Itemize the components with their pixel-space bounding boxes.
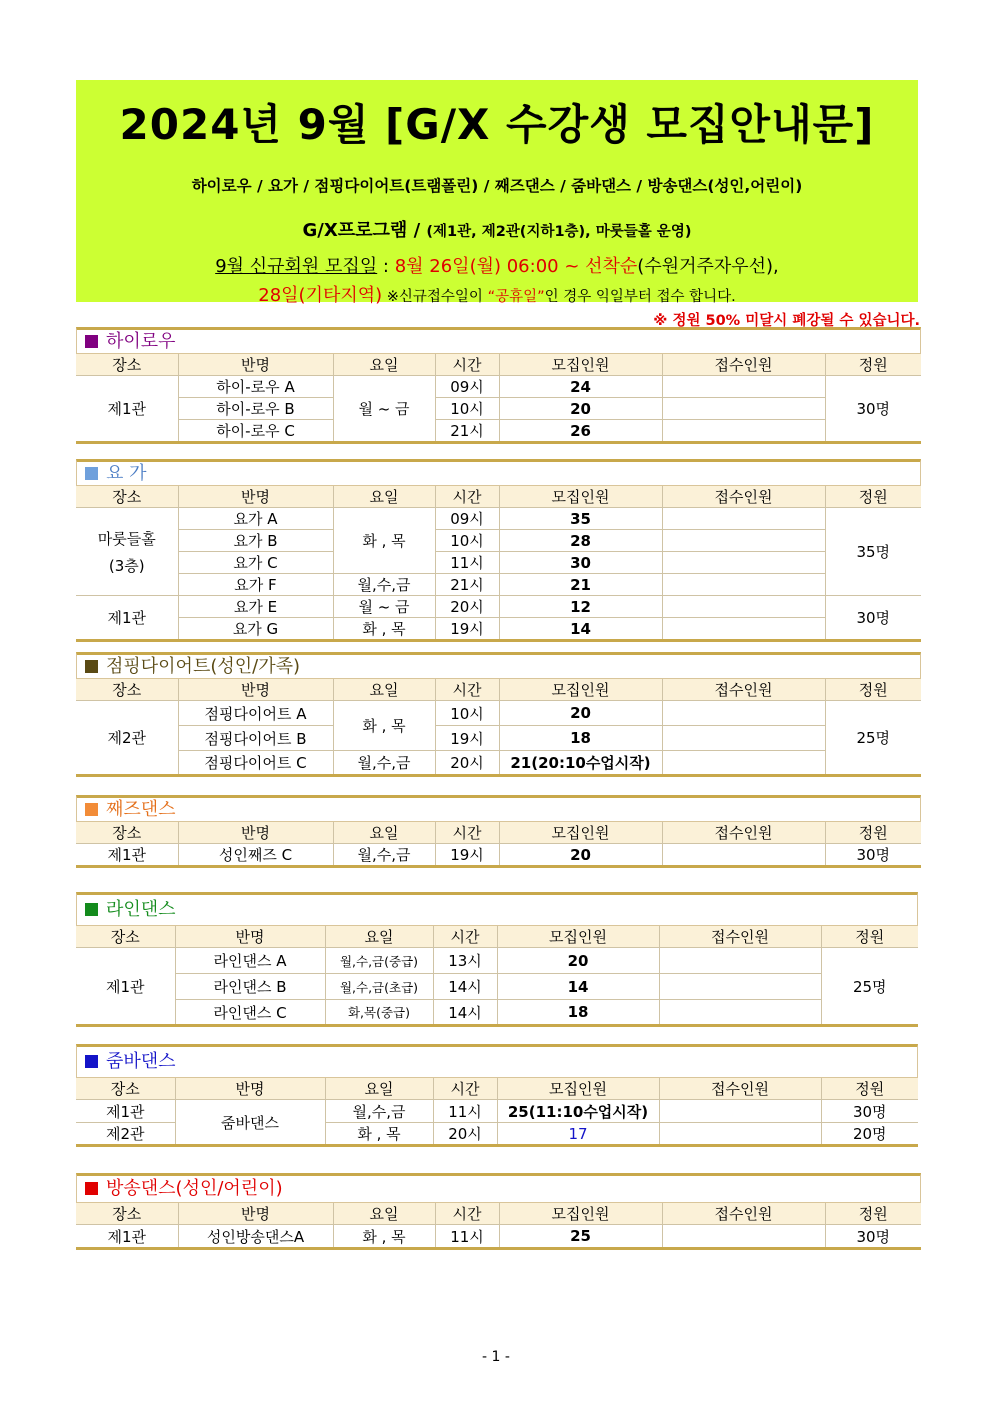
class-name-cell: 점핑다이어트 A bbox=[178, 701, 333, 726]
capacity-cell: 20명 bbox=[821, 1123, 918, 1146]
program-label: G/X프로그램 / bbox=[302, 220, 427, 241]
class-name-cell: 요가 E bbox=[178, 596, 333, 618]
registered-cell bbox=[659, 1123, 821, 1146]
section-header bbox=[76, 1173, 921, 1203]
table-header-row bbox=[76, 926, 918, 948]
count-cell: 20 bbox=[499, 701, 662, 726]
col-header: 정원 bbox=[825, 822, 921, 844]
col-header: 모집인원 bbox=[497, 1078, 659, 1100]
time-cell: 11시 bbox=[435, 552, 499, 574]
time-cell: 21시 bbox=[435, 574, 499, 596]
col-header: 모집인원 bbox=[499, 486, 662, 508]
class-table bbox=[76, 822, 921, 868]
col-header: 요일 bbox=[333, 822, 435, 844]
count-cell: 12 bbox=[499, 596, 662, 618]
time-cell: 14시 bbox=[433, 974, 497, 1000]
col-header: 정원 bbox=[825, 486, 921, 508]
section-yoga bbox=[76, 459, 921, 642]
col-header: 정원 bbox=[825, 354, 921, 376]
col-header: 정원 bbox=[821, 926, 918, 948]
recruit-line bbox=[76, 252, 918, 278]
class-table bbox=[76, 1203, 921, 1250]
section-jazz bbox=[76, 795, 921, 868]
days-cell: 화,목(중급) bbox=[325, 1000, 433, 1026]
registered-cell bbox=[662, 751, 825, 776]
capacity-cell: 30명 bbox=[825, 596, 921, 641]
count-cell: 30 bbox=[499, 552, 662, 574]
col-header: 접수인원 bbox=[659, 926, 821, 948]
col-header: 장소 bbox=[76, 822, 178, 844]
section-title: 요 가 bbox=[106, 463, 147, 484]
class-name-cell: 라인댄스 B bbox=[175, 974, 325, 1000]
recruit-date: 8월 26일(월) 06:00 ~ 선착순 bbox=[394, 256, 638, 277]
table-row bbox=[76, 420, 921, 443]
col-header: 시간 bbox=[433, 1078, 497, 1100]
col-header: 시간 bbox=[435, 679, 499, 701]
table-row bbox=[76, 552, 921, 574]
time-cell: 10시 bbox=[435, 530, 499, 552]
col-header: 요일 bbox=[325, 926, 433, 948]
table-header-row bbox=[76, 354, 921, 376]
table-header-row bbox=[76, 822, 921, 844]
col-header: 모집인원 bbox=[499, 679, 662, 701]
registered-cell bbox=[659, 974, 821, 1000]
blue-square-icon bbox=[85, 467, 98, 480]
table-header-row bbox=[76, 1078, 918, 1100]
class-name-cell: 하이-로우 B bbox=[178, 398, 333, 420]
table-header-row bbox=[76, 679, 921, 701]
program-list: 하이로우 / 요가 / 점핑다이어트(트램폴린) / 째즈댄스 / 줌바댄스 / 방송댄스(성인,어린이) bbox=[191, 177, 803, 195]
time-cell: 10시 bbox=[435, 398, 499, 420]
count-cell: 17 bbox=[497, 1123, 659, 1146]
class-name-cell: 성인째즈 C bbox=[178, 844, 333, 867]
days-cell: 화 , 목 bbox=[333, 1225, 435, 1249]
col-header: 정원 bbox=[821, 1078, 918, 1100]
capacity-cell: 30명 bbox=[825, 376, 921, 443]
time-cell: 20시 bbox=[435, 596, 499, 618]
place-cell: 제1관 bbox=[76, 844, 178, 867]
place-line: (3층) bbox=[108, 556, 145, 575]
warning-note: ※ 정원 50% 미달시 폐강될 수 있습니다. bbox=[653, 313, 920, 329]
orange-square-icon bbox=[85, 803, 98, 816]
count-cell: 25 bbox=[499, 1225, 662, 1249]
table-row bbox=[76, 376, 921, 398]
col-header: 요일 bbox=[325, 1078, 433, 1100]
table-row bbox=[76, 974, 918, 1000]
col-header: 모집인원 bbox=[497, 926, 659, 948]
recruit-date-2: 28일(기타지역) bbox=[258, 285, 383, 306]
days-cell: 월,수,금 bbox=[333, 844, 435, 867]
section-title: 줌바댄스 bbox=[106, 1051, 176, 1072]
recruit-note-a: ※신규접수일이 bbox=[382, 289, 488, 305]
col-header: 장소 bbox=[76, 926, 175, 948]
count-cell: 21 bbox=[499, 574, 662, 596]
registered-cell bbox=[662, 618, 825, 641]
col-header: 접수인원 bbox=[659, 1078, 821, 1100]
section-header bbox=[76, 459, 921, 486]
recruit-note-holiday: “공휴일” bbox=[487, 289, 545, 305]
time-cell: 20시 bbox=[433, 1123, 497, 1146]
col-header: 요일 bbox=[333, 679, 435, 701]
section-header bbox=[76, 327, 921, 354]
col-header: 반명 bbox=[178, 354, 333, 376]
place-cell: 제1관 bbox=[76, 1100, 175, 1123]
time-cell: 11시 bbox=[433, 1100, 497, 1123]
registered-cell bbox=[659, 1100, 821, 1123]
program-line bbox=[76, 216, 918, 242]
col-header: 시간 bbox=[433, 926, 497, 948]
table-row bbox=[76, 508, 921, 530]
capacity-cell: 30명 bbox=[821, 1100, 918, 1123]
col-header: 요일 bbox=[333, 486, 435, 508]
place-cell: 제2관 bbox=[76, 701, 178, 776]
table-row bbox=[76, 844, 921, 867]
col-header: 장소 bbox=[76, 1078, 175, 1100]
place-line: 마룻들홀 bbox=[97, 529, 156, 548]
table-row bbox=[76, 1000, 918, 1026]
days-cell: 월,수,금 bbox=[333, 574, 435, 596]
recruit-sep: : bbox=[377, 256, 395, 277]
days-cell: 화 , 목 bbox=[333, 508, 435, 574]
place-cell bbox=[76, 508, 178, 596]
program-note: (제1관, 제2관(지하1층), 마룻들홀 운영) bbox=[426, 224, 692, 240]
section-highlow bbox=[76, 327, 921, 444]
col-header: 접수인원 bbox=[662, 486, 825, 508]
col-header: 접수인원 bbox=[662, 1203, 825, 1225]
registered-cell bbox=[662, 420, 825, 443]
class-table bbox=[76, 486, 921, 642]
capacity-cell: 30명 bbox=[825, 1225, 921, 1249]
table-row bbox=[76, 596, 921, 618]
count-cell: 28 bbox=[499, 530, 662, 552]
section-zumba bbox=[76, 1044, 918, 1147]
section-kpop-dance bbox=[76, 1173, 921, 1250]
class-name-cell: 점핑다이어트 C bbox=[178, 751, 333, 776]
page-number: - 1 - bbox=[482, 1349, 510, 1365]
time-cell: 13시 bbox=[433, 948, 497, 974]
col-header: 정원 bbox=[825, 1203, 921, 1225]
col-header: 모집인원 bbox=[499, 1203, 662, 1225]
place-cell: 제2관 bbox=[76, 1123, 175, 1146]
registered-cell bbox=[662, 508, 825, 530]
time-cell: 19시 bbox=[435, 726, 499, 751]
class-name-cell: 하이-로우 C bbox=[178, 420, 333, 443]
count-cell: 14 bbox=[499, 618, 662, 641]
col-header: 접수인원 bbox=[662, 822, 825, 844]
col-header: 반명 bbox=[175, 926, 325, 948]
table-row bbox=[76, 726, 921, 751]
registered-cell bbox=[662, 726, 825, 751]
recruit-line-2 bbox=[76, 281, 918, 307]
col-header: 장소 bbox=[76, 679, 178, 701]
section-line-dance bbox=[76, 892, 918, 1027]
col-header: 시간 bbox=[435, 822, 499, 844]
class-table bbox=[76, 926, 918, 1027]
section-title: 째즈댄스 bbox=[106, 799, 176, 820]
col-header: 요일 bbox=[333, 354, 435, 376]
table-row bbox=[76, 1100, 918, 1123]
days-cell: 월,수,금 bbox=[325, 1100, 433, 1123]
class-table bbox=[76, 1078, 918, 1147]
col-header: 시간 bbox=[435, 486, 499, 508]
days-cell: 월,수,금(중급) bbox=[325, 948, 433, 974]
col-header: 정원 bbox=[825, 679, 921, 701]
col-header: 요일 bbox=[333, 1203, 435, 1225]
col-header: 장소 bbox=[76, 1203, 178, 1225]
days-cell: 화 , 목 bbox=[325, 1123, 433, 1146]
time-cell: 14시 bbox=[433, 1000, 497, 1026]
class-name-cell: 요가 A bbox=[178, 508, 333, 530]
section-header bbox=[76, 1044, 918, 1078]
table-row bbox=[76, 1225, 921, 1249]
capacity-cell: 25명 bbox=[825, 701, 921, 776]
page-title: 2024년 9월 [G/X 수강생 모집안내문] bbox=[119, 100, 875, 149]
table-row bbox=[76, 574, 921, 596]
days-cell: 월,수,금 bbox=[333, 751, 435, 776]
col-header: 접수인원 bbox=[662, 354, 825, 376]
registered-cell bbox=[662, 701, 825, 726]
time-cell: 19시 bbox=[435, 618, 499, 641]
col-header: 반명 bbox=[178, 486, 333, 508]
col-header: 시간 bbox=[435, 354, 499, 376]
table-row bbox=[76, 701, 921, 726]
count-cell: 21(20:10수업시작) bbox=[499, 751, 662, 776]
brown-square-icon bbox=[85, 660, 98, 673]
registered-cell bbox=[662, 596, 825, 618]
time-cell: 20시 bbox=[435, 751, 499, 776]
col-header: 반명 bbox=[178, 679, 333, 701]
place-cell: 제1관 bbox=[76, 376, 178, 443]
table-header-row bbox=[76, 1203, 921, 1225]
registered-cell bbox=[662, 398, 825, 420]
class-name-cell: 성인방송댄스A bbox=[178, 1225, 333, 1249]
time-cell: 11시 bbox=[435, 1225, 499, 1249]
days-cell: 화 , 목 bbox=[333, 618, 435, 641]
class-table bbox=[76, 354, 921, 444]
days-cell: 월 ~ 금 bbox=[333, 596, 435, 618]
class-name-cell: 하이-로우 A bbox=[178, 376, 333, 398]
section-header bbox=[76, 795, 921, 822]
registered-cell bbox=[662, 574, 825, 596]
registered-cell bbox=[662, 530, 825, 552]
class-name-cell: 점핑다이어트 B bbox=[178, 726, 333, 751]
table-header-row bbox=[76, 486, 921, 508]
place-cell: 제1관 bbox=[76, 948, 175, 1026]
green-square-icon bbox=[85, 903, 98, 916]
count-cell: 18 bbox=[497, 1000, 659, 1026]
navy-square-icon bbox=[85, 1055, 98, 1068]
col-header: 장소 bbox=[76, 486, 178, 508]
registered-cell bbox=[662, 1225, 825, 1249]
recruit-label: 9월 신규회원 모집일 bbox=[215, 256, 378, 277]
col-header: 모집인원 bbox=[499, 822, 662, 844]
purple-square-icon bbox=[85, 335, 98, 348]
recruit-note-b: 인 경우 익일부터 접수 합니다. bbox=[544, 289, 736, 305]
place-cell: 제1관 bbox=[76, 1225, 178, 1249]
col-header: 장소 bbox=[76, 354, 178, 376]
registered-cell bbox=[659, 948, 821, 974]
col-header: 모집인원 bbox=[499, 354, 662, 376]
table-row bbox=[76, 751, 921, 776]
table-row bbox=[76, 530, 921, 552]
col-header: 반명 bbox=[178, 1203, 333, 1225]
capacity-cell: 30명 bbox=[825, 844, 921, 867]
capacity-cell: 25명 bbox=[821, 948, 918, 1026]
section-header bbox=[76, 652, 921, 679]
col-header: 접수인원 bbox=[662, 679, 825, 701]
time-cell: 09시 bbox=[435, 508, 499, 530]
days-cell: 화 , 목 bbox=[333, 701, 435, 751]
section-jumping bbox=[76, 652, 921, 777]
registered-cell bbox=[659, 1000, 821, 1026]
class-name-cell: 요가 C bbox=[178, 552, 333, 574]
class-table bbox=[76, 679, 921, 777]
table-row bbox=[76, 618, 921, 641]
col-header: 반명 bbox=[175, 1078, 325, 1100]
registered-cell bbox=[662, 844, 825, 867]
class-name-cell: 라인댄스 A bbox=[175, 948, 325, 974]
section-title: 라인댄스 bbox=[106, 899, 176, 920]
count-cell: 20 bbox=[499, 398, 662, 420]
red-square-icon bbox=[85, 1182, 98, 1195]
col-header: 반명 bbox=[178, 822, 333, 844]
days-cell: 월,수,금(초급) bbox=[325, 974, 433, 1000]
table-row bbox=[76, 948, 918, 974]
col-header: 시간 bbox=[435, 1203, 499, 1225]
class-name-cell: 라인댄스 C bbox=[175, 1000, 325, 1026]
count-cell: 18 bbox=[499, 726, 662, 751]
class-name-cell: 줌바댄스 bbox=[175, 1100, 325, 1146]
table-row bbox=[76, 398, 921, 420]
class-name-cell: 요가 B bbox=[178, 530, 333, 552]
recruit-area: (수원거주자우선), bbox=[637, 256, 779, 277]
section-title: 점핑다이어트(성인/가족) bbox=[106, 656, 300, 677]
registered-cell bbox=[662, 552, 825, 574]
count-cell: 35 bbox=[499, 508, 662, 530]
section-title: 하이로우 bbox=[106, 331, 176, 352]
time-cell: 21시 bbox=[435, 420, 499, 443]
time-cell: 10시 bbox=[435, 701, 499, 726]
time-cell: 19시 bbox=[435, 844, 499, 867]
count-cell: 14 bbox=[497, 974, 659, 1000]
count-cell: 24 bbox=[499, 376, 662, 398]
time-cell: 09시 bbox=[435, 376, 499, 398]
title-banner bbox=[76, 80, 918, 306]
section-header bbox=[76, 892, 918, 926]
capacity-cell: 35명 bbox=[825, 508, 921, 596]
count-cell: 20 bbox=[497, 948, 659, 974]
place-cell: 제1관 bbox=[76, 596, 178, 641]
days-cell: 월 ~ 금 bbox=[333, 376, 435, 443]
count-cell: 26 bbox=[499, 420, 662, 443]
count-cell: 20 bbox=[499, 844, 662, 867]
count-cell: 25(11:10수업시작) bbox=[497, 1100, 659, 1123]
section-title: 방송댄스(성인/어린이) bbox=[106, 1178, 283, 1199]
class-name-cell: 요가 F bbox=[178, 574, 333, 596]
registered-cell bbox=[662, 376, 825, 398]
class-name-cell: 요가 G bbox=[178, 618, 333, 641]
